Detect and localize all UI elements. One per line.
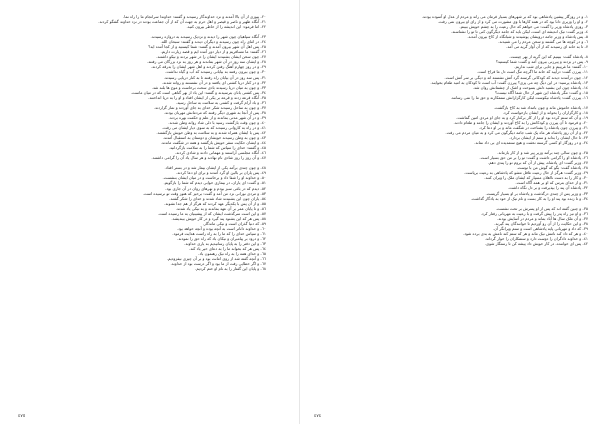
right-page	[300, 0, 600, 424]
right-page-line: ٢٧- وزیر گفت: ای پادشاه، پیش از آن که بروم تو را پندی دهم.	[487, 160, 588, 166]
right-page-line: ١٨- و کارگزاران را بخواند و از ایشان بازخواست کرد.	[502, 109, 588, 115]
left-page-number: ٤٧٥	[18, 414, 26, 419]
right-page-line: ٣٧- و آن ملک سال ها آباد بماند و مردم در آسایش بودند.	[497, 215, 588, 221]
left-page-line: ٢٩- و در روز چهارم آهنگ رفتن کردند و اهل شهر ایشان را بدرقه کردند.	[150, 64, 266, 70]
left-page-line: ٤٠- و چون وقت بازگشت رسید با دلی شاد روانه وطن شدند.	[168, 119, 266, 125]
left-page-line: ٢١- آنگاه ظهیر و ناصر و قیصر و اهل حرم به جهت آن که از آن جماعت بودند در نزد خداوند گفتگو کردند.	[98, 19, 266, 25]
right-page-line: ٧- تا به خانه ای رسیدند که از آن آواز گریه می آمد.	[506, 44, 588, 50]
left-page-line: ٦٦- و آنچه گفته شد از روی امانت بود و بر آن چیزی نیفزودیم.	[166, 256, 266, 262]
left-page-line: ٣٧- و چون به ساحل رسیدند شکر خدای به جای آوردند و نماز گزاردند.	[153, 104, 266, 110]
left-page-line: ٣٤- پس کشتی بانان بترسیدند و گفتند: این باد از بهر گناهی است که در میان ماست.	[130, 89, 266, 95]
right-page-line: ٣- روزی پادشاه وزیر را گفت: می خواهم که حال رعیت را به چشم خویش ببینم.	[459, 24, 588, 30]
left-page-line: ٤٩- پس یاران بر بالین او گرد آمدند و برای او دعا کردند.	[176, 170, 266, 176]
right-page-line: ١٦- پیرزن گفت: پادشاه نیکوست لیکن کارگزارانش ستمکارند و حق ما را نمی رسانند.	[450, 94, 588, 100]
right-page-line: ٦- و در کوچه ها می گشتند و سخن مردم را می شنیدند.	[498, 39, 588, 45]
left-page-line: ٥٣- و مردی نورانی نزد من آمد و گفت: برخیز که هنوز وقت تو نرسیده است.	[142, 190, 266, 196]
right-page-text	[322, 14, 588, 407]
left-page-line: ٥١- و گفت: ای یاران، در بیماری خوابی دیدم که شما را بازگویم.	[163, 180, 266, 186]
left-page-line: ٦١- و سپاس خدای را که ما را به راه راست هدایت فرمود.	[172, 230, 266, 236]
right-page-line: ٣٣- و وزیر پس از چندی درگذشت و پادشاه بر او بسیار گریست.	[485, 190, 588, 196]
right-page-line: ٥- پس پادشاه و وزیر جامه درویشان پوشیدند و شبانگاه از کاخ بیرون آمدند.	[467, 34, 588, 40]
left-page-line: ٣٠- و چون بیرون رفتند به بیابانی رسیدند که آب و گیاه نداشت.	[165, 69, 266, 75]
left-page-line: ٢٧- چون سخن ایشان بشنیدند ایشان را در شهر بردند و نیکو داشتند.	[156, 54, 266, 60]
right-page-line: ١١- پیرزن گفت: درآیید که خانه ما اگرچه تنگ است دل ما فراخ است.	[476, 69, 588, 75]
right-page-line: ٤٠- و هر که داد کند نامش نیک ماند و هر که ستم کند نامش به بدی برده شود.	[463, 230, 588, 236]
left-page-line: ٦٤- پس هر که بخواند ما را به دعای خیر یاد کند.	[189, 246, 266, 252]
left-page-line: ٢٢- اما فرمود: این اندیشه را از خاطر بیرون کنید.	[186, 24, 266, 30]
left-page-line: ٢٦- گفتند: ما مسافریم و از دیار دور آمده ایم و قصد زیارت داریم.	[160, 49, 266, 55]
right-page-line: ٣٤- و تا زنده بود پند او را به کار بست و نام نیک از خود به یادگار گذاشت.	[470, 195, 588, 201]
right-page-line: ٣٩- که داد و مهربانی پایه پادشاهی است و ستم ویرانگر آن.	[492, 225, 588, 231]
right-page-line: ٤١- و خداوند دادگران را دوست دارد و ستمکاران را خوار گرداند.	[484, 235, 588, 241]
left-page-line: ٦٥- و خدای همه را به راه نیک رهنمون باد.	[198, 251, 266, 257]
right-page-line: ١٥- و گفت: مگر پادشاه این شهر از حال شما آگاه نیست؟	[494, 89, 588, 95]
left-page-line: ٤٦- آنگاه مجلسی آراستند و مهمانی دادند و شادی کردند.	[175, 150, 266, 156]
right-page-line: ٣٥- و چنین گفته اند که پس از او پسرش بر تخت نشست.	[495, 205, 588, 211]
right-page-line: ٢٩- وزیر گفت: هرگز از حال رعیت غافل مشو که پادشاهی به رعیت برپاست.	[464, 170, 588, 176]
left-page-line: ٢٣- آنگاه سپاهیان چون شهر را دیدند و نزدیک رسیدند به دروازه رسیدند.	[150, 34, 266, 40]
left-page-line: ٣١- پس سه روز در آن بیابان راه رفتند تا به کنار دریایی رسیدند.	[163, 74, 266, 80]
left-page-text	[30, 14, 266, 407]
left-page-line: ٥٠- و خداوند او را شفا داد و برخاست و در میان ایشان بنشست.	[162, 175, 266, 181]
right-page-line: ٢٨- پادشاه گفت: بگو که گوش من با توست.	[516, 165, 588, 171]
right-page-line: ١٧- پادشاه خاموش ماند و چون بامداد شد به کاخ بازگشت.	[493, 104, 588, 110]
left-page-line: ٥٩- که دنیا گذران است و نیکی ماندگار.	[202, 220, 266, 226]
left-page-line: ٣٣- و چون به میان دریا رسیدند بادی سخت برخاست و موج ها بلند شد.	[151, 84, 266, 90]
left-page-line: ٥٥- و از آن پس با یکدیگر عهد کردند که هرگز از هم جدا نشوند.	[164, 200, 266, 206]
right-page-line: ٣٢- پادشاه آن پند را بپذیرفت و بر دل نگاه داشت.	[507, 185, 588, 191]
right-page-line: ٨- پادشاه گفت: ببینیم که این گریه از بهر چیست.	[509, 54, 588, 60]
left-page-line: ٣٢- و در کنار دریا کشتی ای یافتند و در آن نشستند و روانه شدند.	[161, 79, 266, 85]
left-page-line: ٤٤- و ایشان حکایت سفر خویش بازگفتند و همه در شگفت ماندند.	[160, 140, 266, 146]
left-page-line: ٥٦- و تا پایان عمر بر آن عهد بماندند و به نیکی یاد شدند.	[175, 205, 266, 211]
left-page-line: ٤٥- و گفتند: خدای را سپاس که شما را به سلامت بازگردانید.	[168, 145, 266, 151]
left-page-line: ٥٢- دیدم که در باغی سبز بودم و نهرهای روان در آن جاری بود.	[165, 185, 266, 191]
right-page-line: ٢٢- و از آن روز پادشاه هر ماه یک شب جامه دیگرگون می کرد و به میان مردم می رفت.	[445, 129, 588, 135]
left-page-line: ٤٧- و آن روز را روز شادی نام نهادند و هر سال یاد آن را گرامی داشتند.	[151, 155, 266, 161]
left-page-line: ٢٤- در اثنای راه چون رسیدند و دیگران دیدند و گفتند: سبحان الله.	[160, 39, 266, 45]
right-page-line: ٤- وزیر گفت: نیک اندیشه ای است، لیکن باید که جامه دیگرگون کنی تا تو را نشناسند.	[451, 29, 588, 35]
left-page-line: ٥٨- پس هر که این بشنود پند گیرد و در کار خویش بیندیشد.	[171, 215, 266, 221]
right-page-line: ١٠- گفتند: ما غریبیم و جایی برای شب نداریم.	[514, 64, 588, 70]
left-page-line: ٣٨- پس از آنجا به شهری دیگر رفتند که مردمانش مهربان بودند.	[163, 109, 266, 115]
right-page-line: ٢٠- و فرمود تا آن پیرزن و کودکانش را به کاخ آوردند و ایشان را جامه و طعام دادند.	[453, 119, 588, 125]
right-page-line: ١٤- پادشاه چون این بشنید دلش بسوخت و اشک از چشمانش روان شد.	[472, 84, 588, 90]
left-page-line: ٤٢- پس با ایشان همراه شدند و به سلامت به وطن خویش بازگشتند.	[156, 130, 266, 136]
left-page-line: ٣٦- و باد آرام گرفت و کشتی به سلامت به ساحل رسید.	[175, 99, 266, 105]
right-page-number: ٤٧٤	[314, 414, 322, 419]
right-page-line: ٢٥- و چون سالی چند برآمد وزیر پیر شد و از کار بازماند.	[497, 150, 588, 156]
left-page-line: ٤٨- و چون چندی برآمد یکی از ایشان بیمار شد و در بستر افتاد.	[164, 165, 266, 171]
left-page-line: ٤٣- و چون به وطن رسیدند خویشان و دوستان به استقبال آمدند.	[162, 135, 266, 141]
left-page-line: ٢٥- پس اهل آن شهر بیرون آمدند و گفتند: شما کیستید و از کجا آمده اید؟	[148, 44, 266, 50]
right-page-line: ١٢- چون درآمدند دیدند که کودکانی گرسنه گرد آتش نشسته اند و دیگی بر سر آتش است.	[444, 74, 588, 80]
right-page-line: ٢٣- تا حال ایشان را بداند و ستم از ایشان بردارد.	[508, 135, 588, 141]
right-page-line: ١- و در روزگار پیشین پادشاهی بود که بر شهرهای بسیار فرمان می راند و مردم از عدل او آسوده بودند.	[421, 14, 588, 19]
right-page-line: ٩- پس در بزدند و پیرزنی بیرون آمد و گفت: شما کیستید؟	[495, 59, 588, 65]
left-page-line: ٦٨- و پایان این گفتار را به نام او ختم کردیم.	[195, 266, 266, 272]
right-page-line: ٣٠- و کار را به دست نااهلان مسپار که ایشان ملک را ویران کنند.	[484, 175, 588, 181]
left-page-line: ٢٠- پیوزی از آن بالا آمدند و نزد خداوندگار رسیدند و گفتند: خداوندا سرانجام ما را راه نما.	[123, 14, 266, 19]
right-page-line: ٢- و او را وزیری دانا بود که در همه کارها با وی مشورت می کرد و از رای او بیرون نمی رفت.	[437, 19, 588, 25]
right-page-line: ٣١- و از خدای بترس که او بر همه آگاه است.	[515, 180, 588, 186]
left-page-line: ٦٣- و این دفتر را به پایان رسانیدیم به یاری خداوند.	[184, 241, 266, 247]
right-page-line: ٢١- و پیرزن چون پادشاه را بشناخت در شگفت ماند و بر او دعا کرد.	[478, 124, 588, 130]
left-page-line: ٣٥- آنگاه قرعه زدند و قرعه بر یکی از ایشان افتاد و او را به دریا انداختند.	[148, 94, 266, 100]
right-page-line: ٣٦- و او نیز راه پدر را پیش گرفت و با رعیت به مهربانی رفتار کرد.	[480, 210, 588, 216]
left-page-line: ٦٢- و درود بر پیامبران و نیکان باد که راه حق را نمودند.	[177, 235, 266, 241]
right-page-line: ٤٢- پس ای خواننده، در کار خویش داد پیشه کن تا رستگار شوی.	[484, 240, 588, 246]
left-page-line: ٣٩- و در آن شهر مدتی بماندند و از علم و حکمت بهره بردند.	[168, 114, 266, 120]
right-page-line: ٣٨- و این حکایت را از آن رو آوردیم تا خوانندگان پند گیرند.	[494, 220, 588, 226]
right-page-line: ١٣- پادشاه پرسید: در این دیگ چه می پزی؟ پیرزن گفت: آب است تا کودکان به امید طعام بخوابند.	[430, 79, 588, 85]
left-page-line: ٤١- و در راه به کاروانی رسیدند که به سوی دیار ایشان می رفت.	[161, 124, 266, 130]
left-page-line: ٥٧- و این است سرگذشت ایشان که از پیشینیان به ما رسیده است.	[157, 210, 266, 216]
left-page-line: ٦٧- و اگر خطایی رفت از ما بود و اگر درست بود از خداوند.	[170, 261, 266, 267]
left-page-line: ٥٤- یاران چون این بشنیدند شاد شدند و خدای را شکر گفتند.	[169, 195, 266, 201]
right-page-line: ٢٤- و در روزگار او کسی گرسنه نخفت و هیچ ستمدیده ای بی داد نماند.	[474, 140, 588, 146]
right-page-line: ١٩- و آن که ستم کرده بود او را از کار برکنار کرد و به جای او مردی امین گماشت.	[456, 114, 588, 120]
left-page-line: ٦٠- و خداوند داناتر است به آنچه بوده و آنچه خواهد بود.	[176, 225, 266, 231]
left-page-line: ٢٨- و ایشان سه روز در آن شهر بماندند و هر روز به نزد بزرگان می رفتند.	[147, 59, 266, 65]
right-page-line: ٢٦- پادشاه او را گرامی داشت و گفت: تو را بر من حق بسیار است.	[479, 155, 588, 161]
